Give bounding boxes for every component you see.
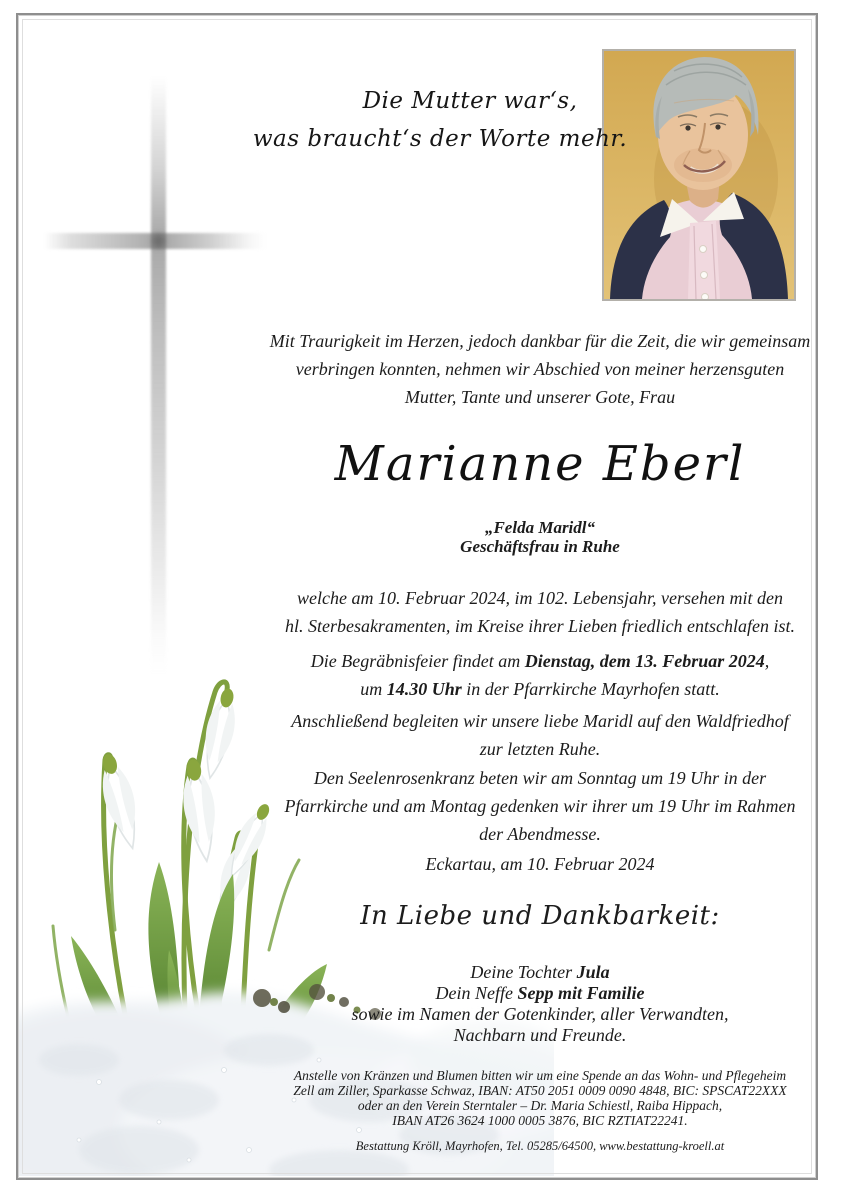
farewell-line: In Liebe und Dankbarkeit: xyxy=(360,901,720,931)
deceased-occupation: Geschäftsfrau in Ruhe xyxy=(460,537,620,556)
deceased-name: Marianne Eberl xyxy=(334,436,746,492)
place-date: Eckartau, am 10. Februar 2024 xyxy=(425,854,655,874)
mourners-block: Deine Tochter Jula Dein Neffe Sepp mit Familie sowie im Namen der Gotenkinder, aller Verwandten, Nachbarn und Freunde. xyxy=(351,962,729,1045)
cross-center-shade xyxy=(149,231,168,251)
quote xyxy=(120,82,760,158)
burial-paragraph: Anschließend begleiten wir unsere liebe Maridl auf den Waldfriedhof zur letzten Ruhe. xyxy=(291,711,789,759)
cross-vertical-bar xyxy=(151,76,166,674)
death-notice-paragraph: welche am 10. Februar 2024, im 102. Lebensjahr, versehen mit den hl. Sterbesakramenten, im Kreise ihrer Lieben friedlich entschlafen ist. xyxy=(284,588,796,636)
intro-paragraph xyxy=(240,327,840,411)
funeral-info-paragraph: Die Begräbnisfeier findet am Dienstag, dem 13. Februar 2024, um 14.30 Uhr in der Pfarrkirche Mayrhofen statt. xyxy=(310,651,770,699)
deceased-subtitle xyxy=(240,518,840,556)
quote-line: Die Mutter war‘s, xyxy=(362,88,578,114)
donation-note: Anstelle von Kränzen und Blumen bitten wir um eine Spende an das Wohn- und Pflegeheim Zell am Ziller, Sparkasse Schwaz, IBAN: AT50 2051 0009 0090 4848, BIC: SPSCAT22XXX oder an den Verein Sterntaler – Dr. Maria Schiestl, Raiba Hippach, IBAN AT26 3624 1000 0005 3876, BIC RZTIAT22241. xyxy=(293,1068,787,1128)
quote-line: was braucht‘s der Worte mehr. xyxy=(252,126,628,152)
intro-line: Mutter, Tante und unserer Gote, Frau xyxy=(404,387,676,407)
intro-line: verbringen konnten, nehmen wir Abschied von meiner herzensguten xyxy=(295,359,785,379)
rosary-paragraph: Den Seelenrosenkranz beten wir am Sonntag um 19 Uhr in der Pfarrkirche und am Montag gedenken wir ihrer um 19 Uhr im Rahmen der Abendmesse. xyxy=(284,768,796,844)
deceased-nickname: „Felda Maridl“ xyxy=(484,518,596,537)
intro-line: Mit Traurigkeit im Herzen, jedoch dankbar für die Zeit, die wir gemeinsam xyxy=(269,331,811,351)
funeral-home-footer: Bestattung Kröll, Mayrhofen, Tel. 05285/64500, www.bestattung-kroell.at xyxy=(355,1139,725,1153)
